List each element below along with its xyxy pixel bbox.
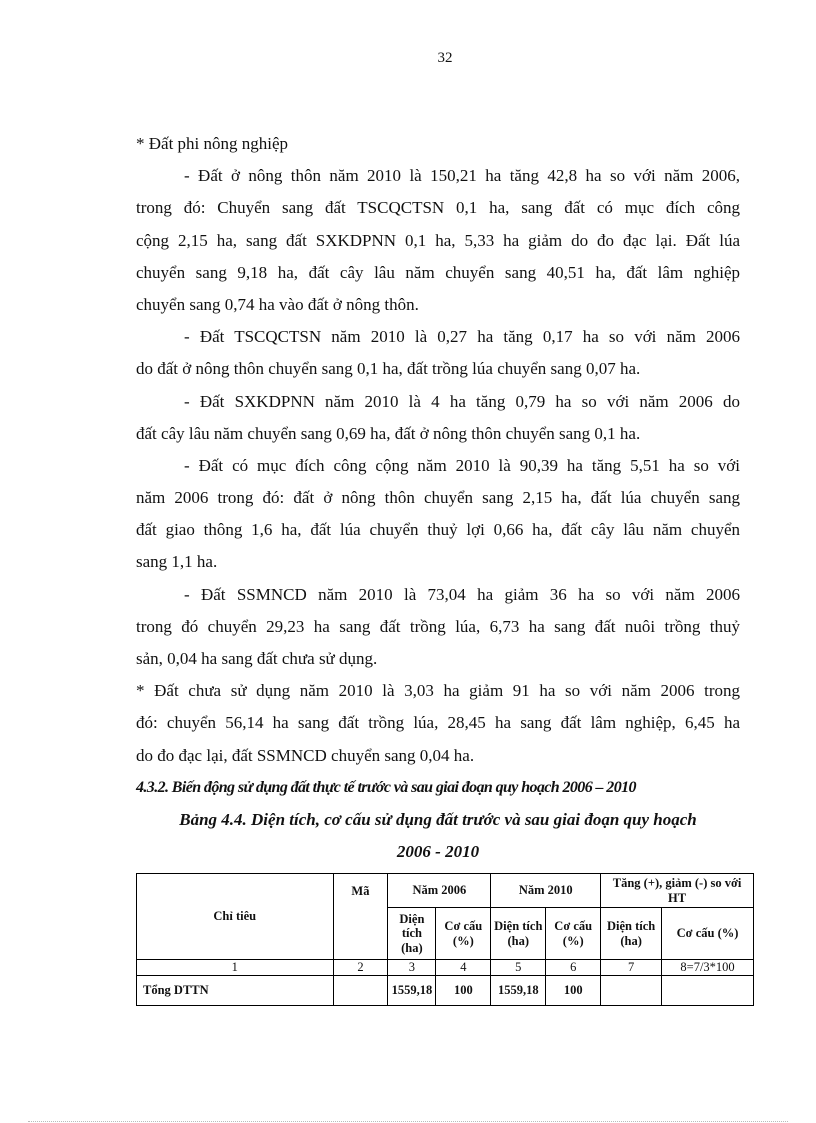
row-indicator: Tổng DTTN — [137, 976, 334, 1006]
paragraph-line: sản, 0,04 ha sang đất chưa sử dụng. — [136, 649, 378, 668]
header-area-change: Diện tích (ha) — [601, 908, 662, 960]
paragraph-line: - Đất có mục đích công cộng năm 2010 là 90,39 ha tăng 5,51 ha so với — [184, 455, 740, 475]
section-heading: 4.3.2. Biến động sử dụng đất thực tế trước và sau giai đoạn quy hoạch 2006 – 2010 — [136, 778, 636, 796]
paragraph-line: trong đó: Chuyển sang đất TSCQCTSN 0,1 ha, sang đất có mục đích công — [136, 198, 740, 218]
paragraph-line: - Đất SSMNCD năm 2010 là 73,04 ha giảm 36 ha so với năm 2006 — [184, 584, 740, 604]
row-area-2006: 1559,18 — [388, 976, 436, 1006]
header-structure-2006: Cơ cấu (%) — [436, 908, 491, 960]
column-index-row — [137, 960, 754, 976]
row-area-2010: 1559,18 — [491, 976, 546, 1006]
paragraph-line: do đất ở nông thôn chuyển sang 0,1 ha, đất trồng lúa chuyển sang 0,07 ha. — [136, 359, 641, 379]
index-cell: 4 — [436, 960, 491, 976]
paragraph-line: đất cây lâu năm chuyển sang 0,69 ha, đất ở nông thôn chuyển sang 0,1 ha. — [136, 423, 641, 443]
page-number: 32 — [437, 50, 453, 66]
paragraph-line: do đo đạc lại, đất SSMNCD chuyển sang 0,04 ha. — [136, 745, 475, 765]
index-cell: 3 — [388, 960, 436, 976]
paragraph-line: chuyển sang 0,74 ha vào đất ở nông thôn. — [136, 294, 419, 314]
row-structure-2006: 100 — [436, 976, 491, 1006]
land-use-table — [136, 873, 754, 1006]
header-structure-2010: Cơ cấu (%) — [546, 908, 601, 960]
paragraph-line: đất giao thông 1,6 ha, đất lúa chuyển thuỷ lợi 0,66 ha, đất cây lâu năm chuyển — [136, 520, 740, 540]
header-code: Mã — [333, 874, 388, 960]
paragraph-line: cộng 2,15 ha, sang đất SXKDPNN 0,1 ha, 5,33 ha giảm do đo đạc lại. Đất lúa — [136, 230, 740, 250]
header-area-2006: Diện tích (ha) — [388, 908, 436, 960]
index-cell: 8=7/3*100 — [662, 960, 754, 976]
paragraph-line: - Đất SXKDPNN năm 2010 là 4 ha tăng 0,79 ha so với năm 2006 do — [184, 391, 740, 411]
table-row — [137, 976, 754, 1006]
paragraph-line: * Đất phi nông nghiệp — [136, 134, 289, 153]
footer-divider — [28, 1121, 788, 1122]
header-area-2010: Diện tích (ha) — [491, 908, 546, 960]
paragraph-line: * Đất chưa sử dụng năm 2010 là 3,03 ha giảm 91 ha so với năm 2006 trong — [136, 681, 740, 701]
header-structure-change: Cơ cấu (%) — [662, 908, 754, 960]
index-cell: 2 — [333, 960, 388, 976]
row-code — [333, 976, 388, 1006]
paragraph-line: - Đất ở nông thôn năm 2010 là 150,21 ha tăng 42,8 ha so với năm 2006, — [184, 166, 740, 186]
paragraph-line: - Đất TSCQCTSN năm 2010 là 0,27 ha tăng 0,17 ha so với năm 2006 — [184, 327, 740, 347]
row-structure-change — [662, 976, 754, 1006]
index-cell: 5 — [491, 960, 546, 976]
paragraph-line: năm 2006 trong đó: đất ở nông thôn chuyển sang 2,15 ha, đất lúa chuyển sang — [136, 488, 740, 508]
paragraph-line: đó: chuyển 56,14 ha sang đất trồng lúa, 28,45 ha sang đất lâm nghiệp, 6,45 ha — [136, 713, 740, 733]
table-caption: Bảng 4.4. Diện tích, cơ cấu sử dụng đất trước và sau giai đoạn quy hoạch — [179, 809, 697, 829]
row-structure-2010: 100 — [546, 976, 601, 1006]
header-indicator: Chỉ tiêu — [137, 874, 334, 960]
header-year-2010: Năm 2010 — [491, 874, 601, 908]
table-caption-years: 2006 - 2010 — [396, 842, 480, 862]
index-cell: 1 — [137, 960, 334, 976]
body-text — [136, 128, 740, 868]
paragraph-line: trong đó chuyển 29,23 ha sang đất trồng lúa, 6,73 ha sang đất nuôi trồng thuỷ — [136, 616, 740, 636]
index-cell: 7 — [601, 960, 662, 976]
header-year-2006: Năm 2006 — [388, 874, 491, 908]
row-area-change — [601, 976, 662, 1006]
index-cell: 6 — [546, 960, 601, 976]
header-change: Tăng (+), giảm (-) so với HT — [601, 874, 754, 908]
paragraph-line: sang 1,1 ha. — [136, 552, 218, 572]
paragraph-line: chuyển sang 9,18 ha, đất cây lâu năm chuyển sang 40,51 ha, đất lâm nghiệp — [136, 262, 740, 282]
